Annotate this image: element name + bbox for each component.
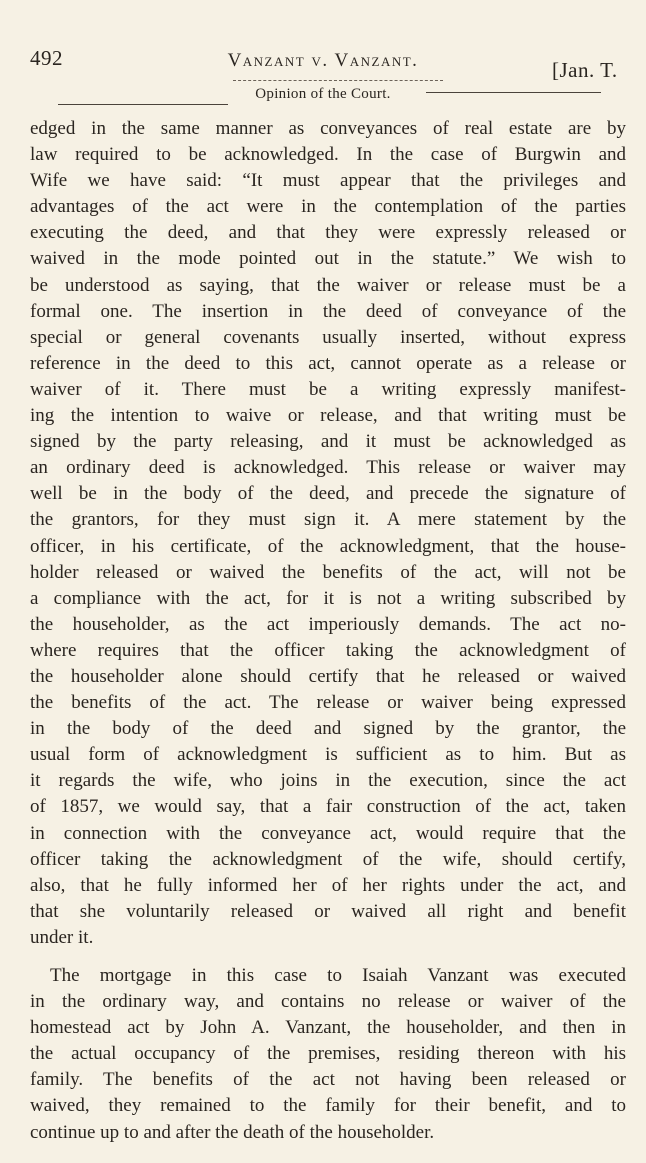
opinion-body-text <box>30 116 626 1146</box>
text-line: reference in the deed to this act, cannot operate as a release or <box>30 352 626 374</box>
text-line: advantages of the act were in the contemplation of the parties <box>30 196 626 218</box>
text-line: a compliance with the act, for it is not a writing subscribed by <box>30 587 626 609</box>
text-line: an ordinary deed is acknowledged. This release or waiver may <box>30 457 626 479</box>
text-line: officer, in his certificate, of the acknowledgment, that the house- <box>30 535 626 557</box>
text-line: family. The benefits of the act not having been released or <box>30 1069 626 1091</box>
term-reference: [Jan. T. <box>552 58 618 82</box>
text-line: Wife we have said: “It must appear that the privileges and <box>30 170 626 192</box>
text-line: homestead act by John A. Vanzant, the householder, and then in <box>30 1017 626 1039</box>
text-line: well be in the body of the deed, and precede the signature of <box>30 483 626 505</box>
text-line: formal one. The insertion in the deed of conveyance of the <box>30 300 626 322</box>
text-line: waived in the mode pointed out in the statute.” We wish to <box>30 248 626 270</box>
text-line: usual form of acknowledgment is sufficient as to him. But as <box>30 744 626 766</box>
header-rule-left <box>58 104 228 105</box>
paragraph <box>30 116 626 951</box>
text-line: law required to be acknowledged. In the case of Burgwin and <box>30 144 626 166</box>
text-line: holder released or waived the benefits of the act, will not be <box>30 561 626 583</box>
paragraph-gap <box>30 951 626 963</box>
text-line: also, that he fully informed her of her rights under the act, and <box>30 874 626 896</box>
text-line: the householder alone should certify that he released or waived <box>30 665 626 687</box>
text-line: the householder, as the act imperiously demands. The act no- <box>30 613 626 635</box>
text-line: in the body of the deed and signed by the grantor, the <box>30 718 626 740</box>
text-line: in connection with the conveyance act, would require that the <box>30 822 626 844</box>
text-line: executing the deed, and that they were expressly released or <box>30 222 626 244</box>
running-title: Vanzant v. Vanzant. <box>227 50 419 71</box>
text-line: where requires that the officer taking the acknowledgment of <box>30 639 626 661</box>
text-line: it regards the wife, who joins in the execution, since the act <box>30 770 626 792</box>
section-label: Opinion of the Court. <box>255 86 391 102</box>
text-line: under it. <box>30 926 94 948</box>
text-line: in the ordinary way, and contains no release or waiver of the <box>30 991 626 1013</box>
page-number: 492 <box>30 46 63 70</box>
text-line: the benefits of the act. The release or waiver being expressed <box>30 692 626 714</box>
text-line: waiver of it. There must be a writing expressly manifest- <box>30 378 626 400</box>
paragraph <box>30 963 626 1146</box>
title-dashed-rule <box>233 80 443 81</box>
text-line: be understood as saying, that the waiver or release must be a <box>30 274 626 296</box>
text-line: that she voluntarily released or waived all right and benefit <box>30 900 626 922</box>
text-line: edged in the same manner as conveyances of real estate are by <box>30 118 626 139</box>
text-line: the actual occupancy of the premises, residing thereon with his <box>30 1043 626 1065</box>
text-line: The mortgage in this case to Isaiah Vanzant was executed <box>50 965 626 986</box>
text-line: special or general covenants usually inserted, without express <box>30 326 626 348</box>
text-line: signed by the party releasing, and it must be acknowledged as <box>30 431 626 453</box>
text-line: ing the intention to waive or release, and that writing must be <box>30 405 626 427</box>
text-line: officer taking the acknowledgment of the wife, should certify, <box>30 848 626 870</box>
text-line: of 1857, we would say, that a fair construction of the act, taken <box>30 796 626 818</box>
text-line: the grantors, for they must sign it. A mere statement by the <box>30 509 626 531</box>
text-line: waived, they remained to the family for their benefit, and to <box>30 1095 626 1117</box>
text-line: continue up to and after the death of the householder. <box>30 1121 435 1143</box>
